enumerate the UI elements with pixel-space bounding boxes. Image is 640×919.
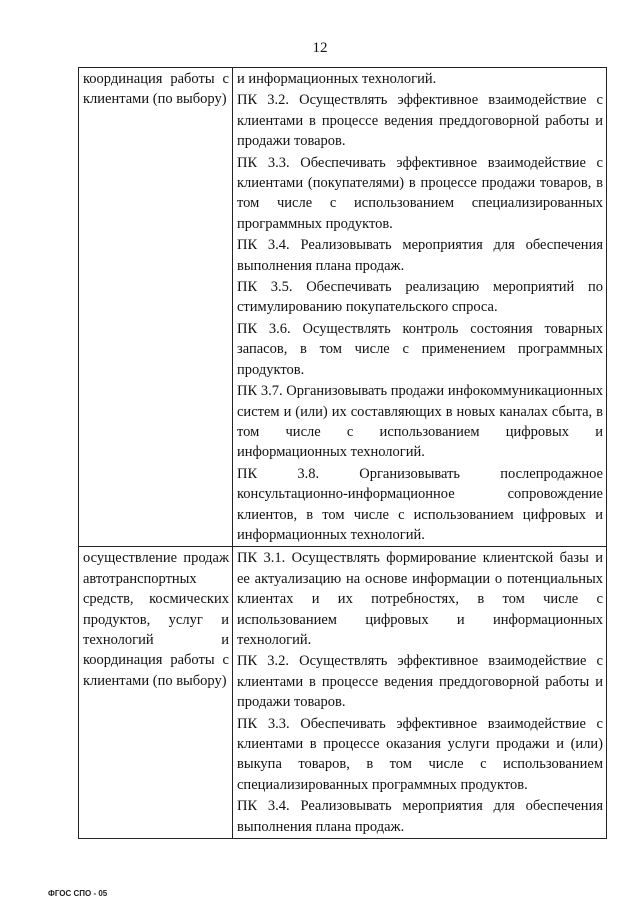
competency-item: ПК 3.3. Обеспечивать эффективное взаимодействие с клиентами (покупателями) в процессе продажи товаров, в том числе с использованием специализированных программных продуктов. bbox=[237, 154, 603, 232]
footer-label: ФГОС СПО - 05 bbox=[48, 889, 108, 898]
activity-cell bbox=[79, 547, 233, 839]
competencies-cell bbox=[233, 547, 607, 839]
competency-item: ПК 3.3. Обеспечивать эффективное взаимодействие с клиентами в процессе оказания услуги продажи и (или) выкупа товаров, в том числе с использованием специализированных программных продуктов. bbox=[237, 715, 603, 793]
competency-item: ПК 3.2. Осуществлять эффективное взаимодействие с клиентами в процессе ведения преддоговорной работы и продажи товаров. bbox=[237, 92, 603, 150]
competency-item: ПК 3.2. Осуществлять эффективное взаимодействие с клиентами в процессе ведения преддоговорной работы и продажи товаров. bbox=[237, 653, 603, 711]
competency-table bbox=[78, 67, 607, 839]
table-row bbox=[79, 68, 607, 547]
competency-item: ПК 3.4. Реализовывать мероприятия для обеспечения выполнения плана продаж. bbox=[237, 798, 603, 835]
activity-text: координация работы с клиентами (по выбору) bbox=[83, 71, 229, 108]
competencies-cell bbox=[233, 68, 607, 547]
competency-item: ПК 3.7. Организовывать продажи инфокоммуникационных систем и (или) их составляющих в новых каналах сбыта, в том числе с использованием цифровых и информационных технологий. bbox=[237, 383, 603, 461]
competency-item: ПК 3.4. Реализовывать мероприятия для обеспечения выполнения плана продаж. bbox=[237, 237, 603, 274]
competency-item: ПК 3.8. Организовывать послепродажное консультационно-информационное сопровождение клиентов, в том числе с использованием цифровых и информационных технологий. bbox=[237, 465, 603, 543]
competency-item: ПК 3.6. Осуществлять контроль состояния товарных запасов, в том числе с применением программных продуктов. bbox=[237, 320, 603, 378]
page-number: 12 bbox=[312, 40, 328, 56]
table-row bbox=[79, 547, 607, 839]
competency-item: и информационных технологий. bbox=[237, 71, 437, 87]
competency-item: ПК 3.5. Обеспечивать реализацию мероприятий по стимулированию покупательского спроса. bbox=[237, 279, 603, 316]
activity-text: осуществление продаж автотранспортных средств, космических продуктов, услуг и технологий и координация работы с клиентами (по выбору) bbox=[83, 550, 229, 689]
activity-cell bbox=[79, 68, 233, 547]
competency-item: ПК 3.1. Осуществлять формирование клиентской базы и ее актуализацию на основе информации о потенциальных клиентах и их потребностях, в том числе с использованием цифровых и информационных технологий. bbox=[237, 550, 603, 648]
